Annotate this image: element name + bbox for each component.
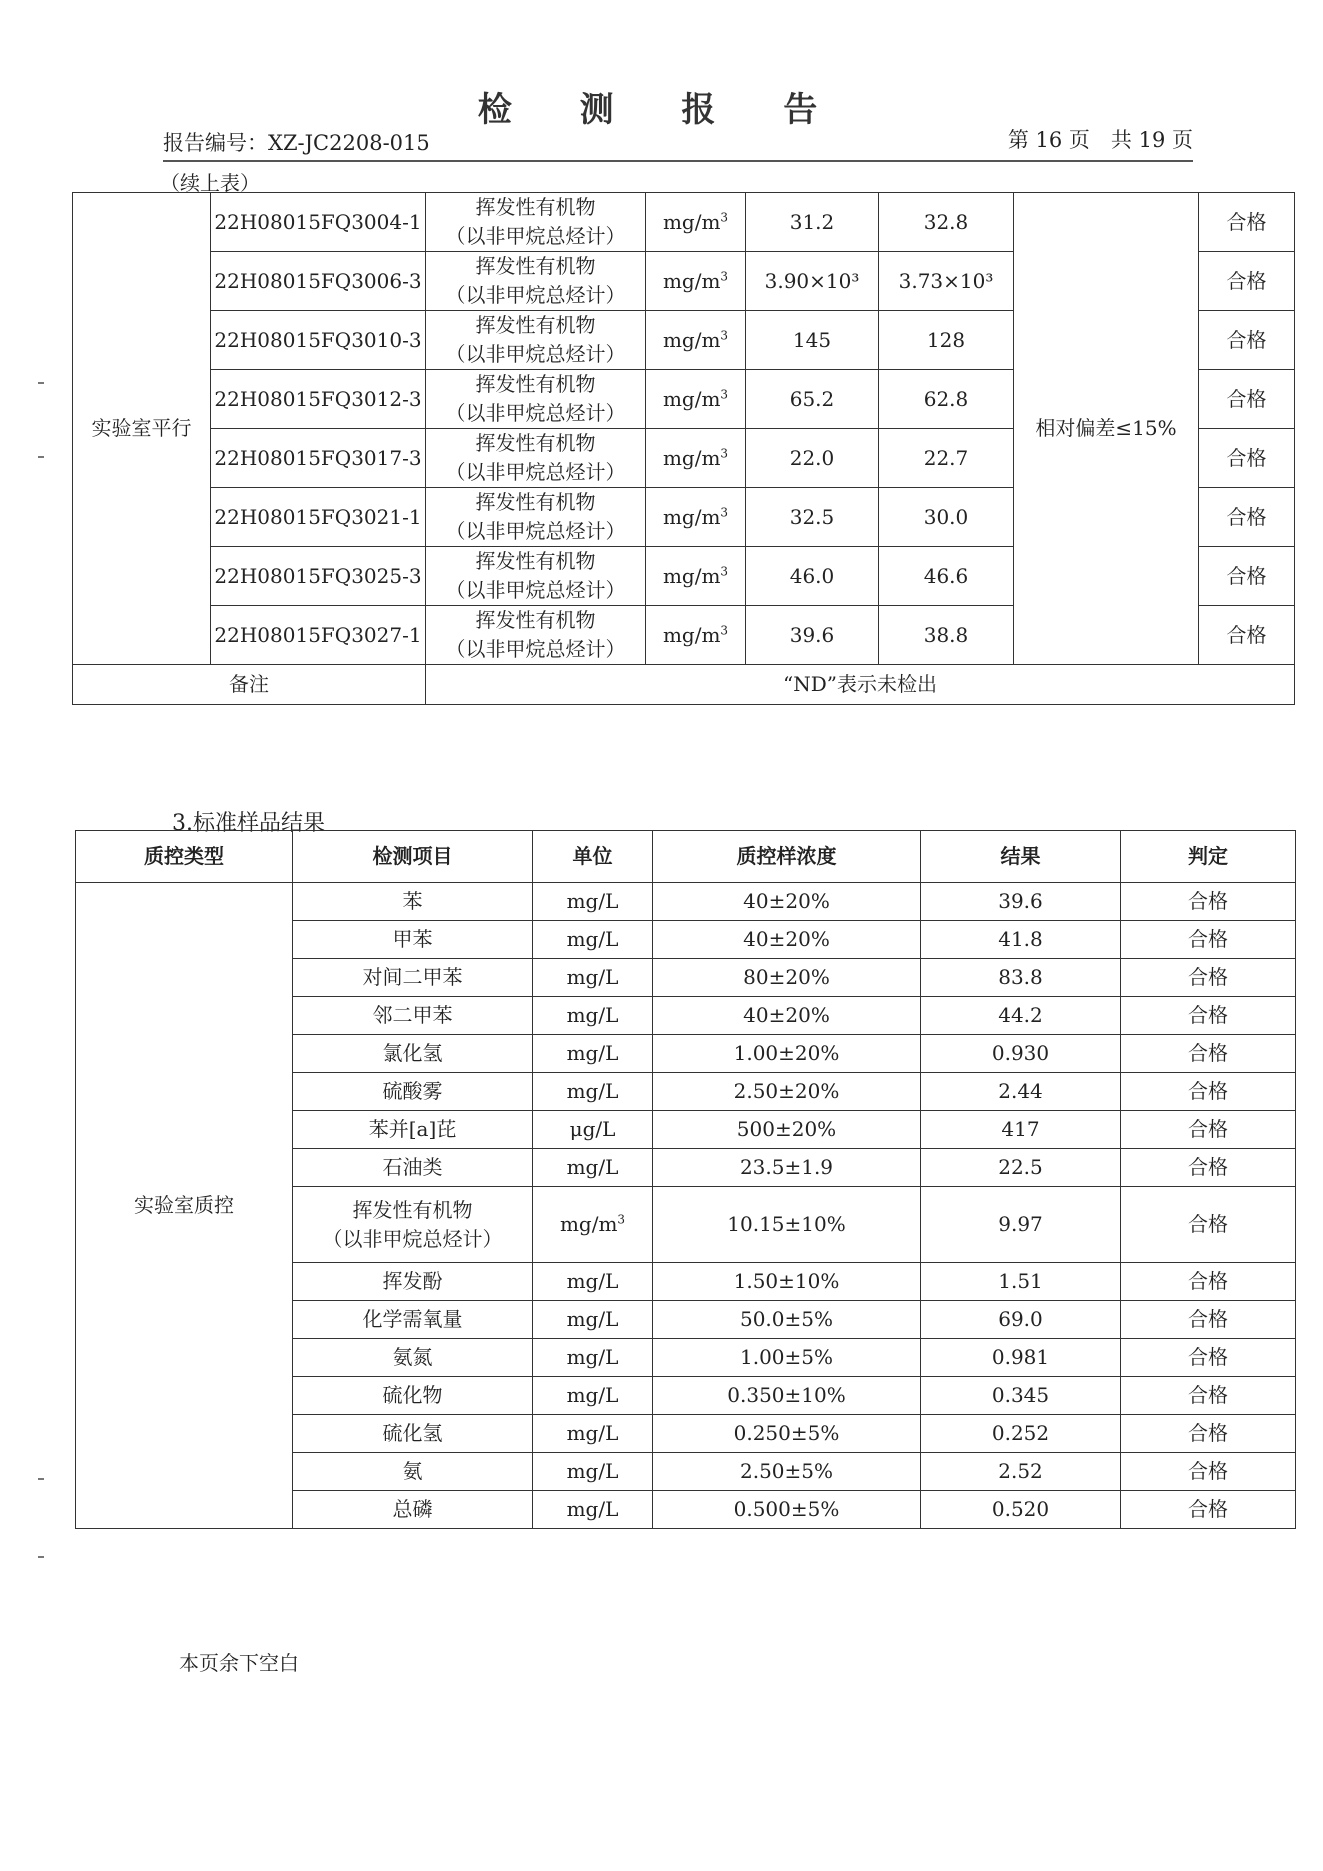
header-item: 检测项目 xyxy=(293,831,533,883)
result: 2.52 xyxy=(921,1453,1121,1491)
value-1: 22.0 xyxy=(746,429,879,488)
unit-cell: mg/L xyxy=(533,1073,653,1111)
unit-cell: mg/L xyxy=(533,1453,653,1491)
value-2: 32.8 xyxy=(879,193,1014,252)
unit-exponent: 3 xyxy=(720,622,729,637)
judgement: 合格 xyxy=(1121,1453,1296,1491)
value-2: 30.0 xyxy=(879,488,1014,547)
item-line2: （以非甲烷总烃计） xyxy=(445,342,626,366)
item-name-line2: （以非甲烷总烃计） xyxy=(322,1226,503,1251)
result: 0.981 xyxy=(921,1339,1121,1377)
unit-base: mg/m xyxy=(662,386,721,411)
result: 0.930 xyxy=(921,1035,1121,1073)
header-judgement: 判定 xyxy=(1121,831,1296,883)
report-header xyxy=(163,130,1193,162)
unit-cell xyxy=(646,606,746,665)
item-cell xyxy=(293,921,533,959)
judgement: 合格 xyxy=(1121,1149,1296,1187)
value-2: 62.8 xyxy=(879,370,1014,429)
concentration: 0.250±5% xyxy=(653,1415,921,1453)
result: 0.520 xyxy=(921,1491,1121,1529)
item-line1: 挥发性有机物 xyxy=(475,254,596,278)
parallel-table xyxy=(72,192,1295,705)
item-line1: 挥发性有机物 xyxy=(475,372,596,396)
judgement: 合格 xyxy=(1121,997,1296,1035)
judgement: 合格 xyxy=(1199,488,1295,547)
result: 22.5 xyxy=(921,1149,1121,1187)
value-2: 3.73×10³ xyxy=(879,252,1014,311)
unit-cell: mg/L xyxy=(533,959,653,997)
value-1: 65.2 xyxy=(746,370,879,429)
unit-base: mg/m xyxy=(559,1212,618,1236)
item-line2: （以非甲烷总烃计） xyxy=(445,519,626,543)
standard-sample-table xyxy=(75,830,1296,1529)
value-1: 39.6 xyxy=(746,606,879,665)
item-name: 总磷 xyxy=(392,1497,433,1521)
judgement: 合格 xyxy=(1121,921,1296,959)
unit-cell xyxy=(646,370,746,429)
item-cell xyxy=(293,1453,533,1491)
judgement: 合格 xyxy=(1199,252,1295,311)
concentration: 40±20% xyxy=(653,921,921,959)
unit-exponent: 3 xyxy=(720,563,729,578)
item-name: 石油类 xyxy=(382,1155,443,1179)
remark-row xyxy=(73,665,1295,705)
result: 9.97 xyxy=(921,1187,1121,1263)
unit-cell: mg/L xyxy=(533,1415,653,1453)
value-2: 38.8 xyxy=(879,606,1014,665)
item-name: 硫化氢 xyxy=(382,1421,443,1445)
concentration: 1.50±10% xyxy=(653,1263,921,1301)
report-title: 检 测 报 告 xyxy=(477,90,846,130)
item-name: 挥发性有机物 xyxy=(352,1197,473,1222)
item-name: 硫化物 xyxy=(382,1383,443,1407)
judgement: 合格 xyxy=(1121,1339,1296,1377)
judgement: 合格 xyxy=(1121,1377,1296,1415)
value-1: 32.5 xyxy=(746,488,879,547)
concentration: 0.500±5% xyxy=(653,1491,921,1529)
unit-cell: mg/L xyxy=(533,1339,653,1377)
item-line1: 挥发性有机物 xyxy=(475,195,596,219)
header-result: 结果 xyxy=(921,831,1121,883)
sample-id: 22H08015FQ3006-3 xyxy=(211,252,426,311)
concentration: 80±20% xyxy=(653,959,921,997)
judgement: 合格 xyxy=(1199,311,1295,370)
section3-title: 3.标准样品结果 xyxy=(172,811,325,836)
judgement: 合格 xyxy=(1121,1415,1296,1453)
unit-exponent: 3 xyxy=(720,504,729,519)
judgement: 合格 xyxy=(1121,1263,1296,1301)
scan-mark xyxy=(38,1478,44,1480)
remark-label: 备注 xyxy=(73,665,426,705)
item-cell xyxy=(293,1339,533,1377)
header-unit: 单位 xyxy=(533,831,653,883)
item-cell xyxy=(293,1187,533,1263)
item-line1: 挥发性有机物 xyxy=(475,549,596,573)
item-line1: 挥发性有机物 xyxy=(475,313,596,337)
unit-cell xyxy=(533,1187,653,1263)
sample-id: 22H08015FQ3017-3 xyxy=(211,429,426,488)
judgement: 合格 xyxy=(1199,193,1295,252)
judgement: 合格 xyxy=(1199,370,1295,429)
item-cell xyxy=(293,1035,533,1073)
unit-cell: mg/L xyxy=(533,1491,653,1529)
unit-cell xyxy=(646,547,746,606)
sample-id: 22H08015FQ3010-3 xyxy=(211,311,426,370)
item-line1: 挥发性有机物 xyxy=(475,431,596,455)
concentration: 50.0±5% xyxy=(653,1301,921,1339)
concentration: 40±20% xyxy=(653,997,921,1035)
sample-id: 22H08015FQ3012-3 xyxy=(211,370,426,429)
item-cell xyxy=(426,547,646,606)
sample-id: 22H08015FQ3025-3 xyxy=(211,547,426,606)
concentration: 23.5±1.9 xyxy=(653,1149,921,1187)
unit-cell: mg/L xyxy=(533,1035,653,1073)
unit-base: mg/m xyxy=(662,504,721,529)
unit-exponent: 3 xyxy=(720,209,729,224)
unit-cell: mg/L xyxy=(533,1377,653,1415)
continuation-label: （续上表） xyxy=(160,171,260,195)
unit-base: mg/m xyxy=(662,563,721,588)
unit-cell xyxy=(646,488,746,547)
item-line2: （以非甲烷总烃计） xyxy=(445,224,626,248)
value-2: 46.6 xyxy=(879,547,1014,606)
group-label: 实验室质控 xyxy=(76,883,293,1529)
item-name: 氯化氢 xyxy=(382,1041,443,1065)
sample-id: 22H08015FQ3021-1 xyxy=(211,488,426,547)
item-cell xyxy=(426,370,646,429)
item-cell xyxy=(293,1149,533,1187)
item-cell xyxy=(426,252,646,311)
result: 83.8 xyxy=(921,959,1121,997)
judgement: 合格 xyxy=(1121,883,1296,921)
item-name: 苯并[a]芘 xyxy=(368,1117,457,1141)
item-cell xyxy=(293,959,533,997)
unit-cell: mg/L xyxy=(533,1149,653,1187)
table-row xyxy=(76,883,1296,921)
concentration: 0.350±10% xyxy=(653,1377,921,1415)
result: 2.44 xyxy=(921,1073,1121,1111)
scan-mark xyxy=(38,456,44,458)
sample-id: 22H08015FQ3004-1 xyxy=(211,193,426,252)
item-line2: （以非甲烷总烃计） xyxy=(445,637,626,661)
table-header-row xyxy=(76,831,1296,883)
unit-cell: μg/L xyxy=(533,1111,653,1149)
unit-cell xyxy=(646,193,746,252)
unit-base: mg/m xyxy=(662,622,721,647)
item-cell xyxy=(293,883,533,921)
item-cell xyxy=(293,1491,533,1529)
item-name: 对间二甲苯 xyxy=(362,965,463,989)
concentration: 500±20% xyxy=(653,1111,921,1149)
result: 39.6 xyxy=(921,883,1121,921)
item-cell xyxy=(426,429,646,488)
item-cell xyxy=(293,1111,533,1149)
sample-id: 22H08015FQ3027-1 xyxy=(211,606,426,665)
item-cell xyxy=(293,1263,533,1301)
value-2: 128 xyxy=(879,311,1014,370)
group-label: 实验室平行 xyxy=(73,193,211,665)
concentration: 40±20% xyxy=(653,883,921,921)
item-cell xyxy=(293,997,533,1035)
unit-exponent: 3 xyxy=(720,445,729,460)
unit-exponent: 3 xyxy=(720,386,729,401)
judgement: 合格 xyxy=(1199,547,1295,606)
item-name: 苯 xyxy=(402,889,423,913)
unit-cell: mg/L xyxy=(533,1301,653,1339)
item-name: 硫酸雾 xyxy=(382,1079,443,1103)
result: 0.345 xyxy=(921,1377,1121,1415)
item-name: 化学需氧量 xyxy=(362,1307,463,1331)
item-cell xyxy=(426,488,646,547)
concentration: 1.00±5% xyxy=(653,1339,921,1377)
unit-base: mg/m xyxy=(662,209,721,234)
value-1: 31.2 xyxy=(746,193,879,252)
item-name: 挥发酚 xyxy=(382,1269,443,1293)
unit-cell: mg/L xyxy=(533,997,653,1035)
unit-cell: mg/L xyxy=(533,921,653,959)
value-1: 3.90×10³ xyxy=(746,252,879,311)
value-1: 145 xyxy=(746,311,879,370)
concentration: 1.00±20% xyxy=(653,1035,921,1073)
value-1: 46.0 xyxy=(746,547,879,606)
item-name: 氨 xyxy=(402,1459,423,1483)
judgement: 合格 xyxy=(1121,1187,1296,1263)
item-cell xyxy=(293,1415,533,1453)
concentration: 2.50±5% xyxy=(653,1453,921,1491)
table-row xyxy=(73,193,1295,252)
scan-mark xyxy=(38,382,44,384)
item-name: 邻二甲苯 xyxy=(372,1003,453,1027)
concentration: 2.50±20% xyxy=(653,1073,921,1111)
value-2: 22.7 xyxy=(879,429,1014,488)
item-line2: （以非甲烷总烃计） xyxy=(445,578,626,602)
result: 69.0 xyxy=(921,1301,1121,1339)
result: 417 xyxy=(921,1111,1121,1149)
item-line2: （以非甲烷总烃计） xyxy=(445,460,626,484)
item-line2: （以非甲烷总烃计） xyxy=(445,283,626,307)
item-line2: （以非甲烷总烃计） xyxy=(445,401,626,425)
result: 44.2 xyxy=(921,997,1121,1035)
header-qc-type: 质控类型 xyxy=(76,831,293,883)
judgement: 合格 xyxy=(1199,606,1295,665)
item-cell xyxy=(293,1073,533,1111)
scan-mark xyxy=(38,1556,44,1558)
unit-base: mg/m xyxy=(662,327,721,352)
item-cell xyxy=(293,1377,533,1415)
result: 0.252 xyxy=(921,1415,1121,1453)
unit-exponent: 3 xyxy=(720,268,729,283)
item-name: 氨氮 xyxy=(392,1345,433,1369)
judgement: 合格 xyxy=(1121,1111,1296,1149)
item-name: 甲苯 xyxy=(392,927,433,951)
result: 41.8 xyxy=(921,921,1121,959)
footer-note: 本页余下空白 xyxy=(179,1651,299,1675)
unit-cell xyxy=(646,252,746,311)
header-concentration: 质控样浓度 xyxy=(653,831,921,883)
unit-cell: mg/L xyxy=(533,1263,653,1301)
judgement: 合格 xyxy=(1121,1073,1296,1111)
criterion: 相对偏差≤15% xyxy=(1014,193,1199,665)
unit-exponent: 3 xyxy=(720,327,729,342)
judgement: 合格 xyxy=(1199,429,1295,488)
judgement: 合格 xyxy=(1121,1035,1296,1073)
item-cell xyxy=(293,1301,533,1339)
judgement: 合格 xyxy=(1121,1491,1296,1529)
unit-base: mg/m xyxy=(662,445,721,470)
remark-text: “ND”表示未检出 xyxy=(426,665,1295,705)
page-info: 第 16 页 共 19 页 xyxy=(1007,128,1193,152)
judgement: 合格 xyxy=(1121,959,1296,997)
unit-cell xyxy=(646,311,746,370)
report-number: 报告编号：XZ-JC2208-015 xyxy=(163,131,430,155)
judgement: 合格 xyxy=(1121,1301,1296,1339)
unit-exponent: 3 xyxy=(617,1212,626,1227)
unit-base: mg/m xyxy=(662,268,721,293)
item-line1: 挥发性有机物 xyxy=(475,490,596,514)
item-cell xyxy=(426,193,646,252)
item-cell xyxy=(426,606,646,665)
item-line1: 挥发性有机物 xyxy=(475,608,596,632)
item-cell xyxy=(426,311,646,370)
result: 1.51 xyxy=(921,1263,1121,1301)
unit-cell: mg/L xyxy=(533,883,653,921)
concentration: 10.15±10% xyxy=(653,1187,921,1263)
unit-cell xyxy=(646,429,746,488)
